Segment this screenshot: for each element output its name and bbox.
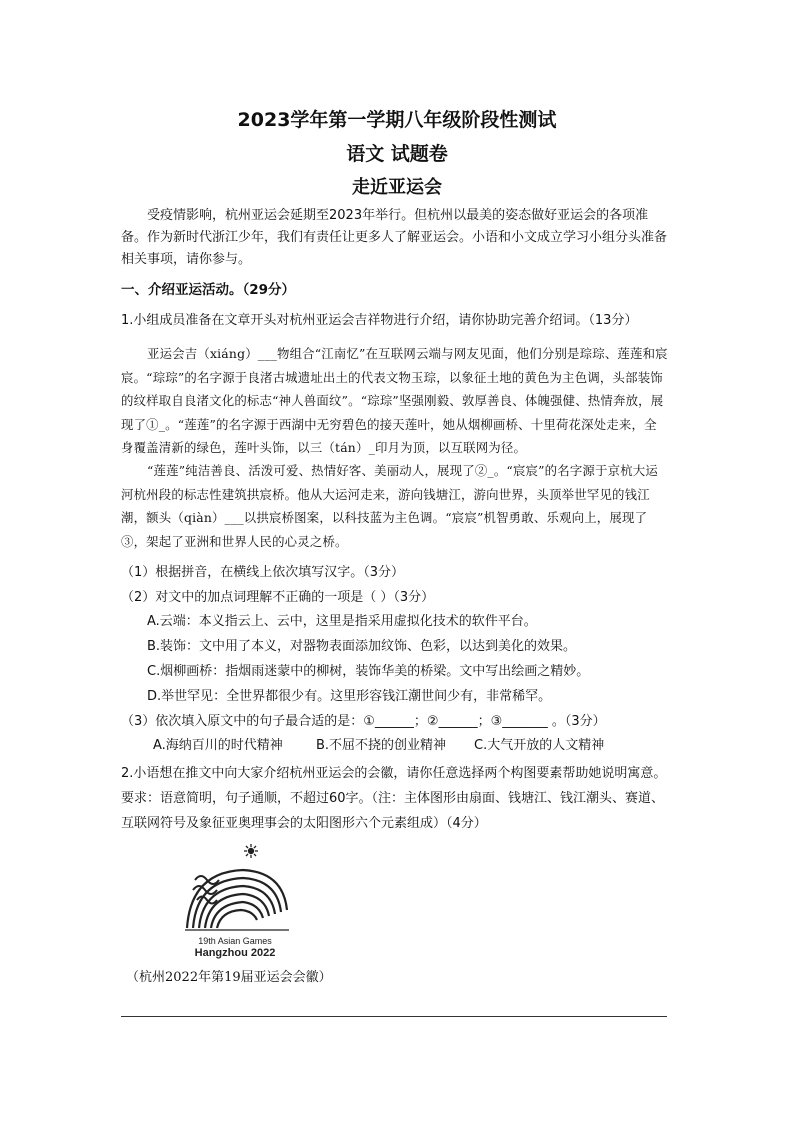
q1-sub2: （2）对文中的加点词理解不正确的一项是（ ）（3分） bbox=[121, 590, 435, 605]
intro-paragraph: 受疫情影响，杭州亚运会延期至2023年举行。但杭州以最美的姿态做好亚运会的各项准备。作为新时代浙江少年，我们有责任让更多人了解亚运会。小语和小文成立学习小组分头准备相关事项，请你参与。 bbox=[121, 208, 668, 267]
section1-heading: 一、介绍亚运活动。（29分） bbox=[121, 282, 296, 298]
sun-icon bbox=[244, 844, 258, 858]
q1-passage-p1: 亚运会吉（xiáng）___物组合“江南忆”在互联网云端与网友见面，他们分别是琮琮、莲莲和宸宸。“琮琮”的名字源于良渚古城遗址出土的代表文物玉琮，以象征土地的黄色为主色调，头部装饰的纹样取自良渚文化的标志“神人兽面纹”。“琮琮”坚强刚毅、敦厚善良、体魄强健、热情奔放，展现了①_。“莲莲”的名字源于西湖中无穷碧色的接天莲叶，她从烟柳画桥、十里荷花深处走来，全身覆盖清新的绿色，莲叶头饰，以三（tán）_印月为顶，以互联网为径。 bbox=[121, 346, 668, 455]
emblem-graphic bbox=[175, 840, 295, 962]
emblem-text-line2: Hangzhou 2022 bbox=[194, 947, 276, 959]
emblem-text-line1: 19th Asian Games bbox=[198, 936, 272, 946]
emblem-caption: （杭州2022年第19届亚运会会徽） bbox=[126, 970, 332, 985]
exam-theme: 走近亚运会 bbox=[352, 177, 442, 198]
q2-stem: 2.小语想在推文中向大家介绍杭州亚运会的会徽，请你任意选择两个构图要素帮助她说明寓意。要求：语意简明，句子通顺，不超过60字。（注：主体图形由扇面、钱塘江、钱江潮头、赛道、互联网符号及象征亚奥理事会的太阳图形六个元素组成）（4分） bbox=[121, 766, 667, 831]
q1-sub2-option-a: A.云端：本义指云上、云中，这里是指采用虚拟化技术的软件平台。 bbox=[147, 614, 537, 629]
q1-sub3-option-a: A.海纳百川的时代精神 bbox=[153, 738, 283, 753]
q1-passage-p2: “莲莲”纯洁善良、活泼可爱、热情好客、美丽动人，展现了②_。“宸宸”的名字源于京杭大运河杭州段的标志性建筑拱宸桥。他从大运河走来，游向钱塘江，游向世界，头顶举世罕见的钱江潮，额头（qiàn）___以拱宸桥图案，以科技蓝为主色调。“宸宸”机智勇敢、乐观向上，展现了③，架起了亚洲和世界人民的心灵之桥。 bbox=[121, 463, 658, 549]
wave-motif bbox=[193, 876, 219, 904]
q1-sub3-option-b: B.不屈不挠的创业精神 bbox=[316, 738, 447, 753]
q1-sub3: （3）依次填入原文中的句子最合适的是：①______；②______；③_______ 。（3分） bbox=[121, 714, 606, 729]
answer-line bbox=[121, 1016, 667, 1017]
q1-sub2-option-d: D.举世罕见：全世界都很少有。这里形容钱江潮世间少有，非常稀罕。 bbox=[147, 689, 552, 704]
exam-subtitle: 语文 试题卷 bbox=[346, 143, 448, 165]
q1-sub1: （1）根据拼音，在横线上依次填写汉字。（3分） bbox=[121, 565, 405, 580]
q1-sub3-option-c: C.大气开放的人文精神 bbox=[474, 738, 605, 753]
asian-games-emblem bbox=[175, 840, 295, 962]
q1-stem: 1.小组成员准备在文章开头对杭州亚运会吉祥物进行介绍，请你协助完善介绍词。（13分） bbox=[121, 313, 638, 328]
exam-title: 2023学年第一学期八年级阶段性测试 bbox=[237, 109, 557, 131]
q1-sub2-option-b: B.装饰：文中用了本义，对器物表面添加纹饰、色彩，以达到美化的效果。 bbox=[147, 639, 577, 654]
fan-arcs bbox=[187, 870, 287, 928]
q1-sub2-option-c: C.烟柳画桥：指烟雨迷蒙中的柳树，装饰华美的桥梁。文中写出绘画之精妙。 bbox=[147, 664, 590, 679]
